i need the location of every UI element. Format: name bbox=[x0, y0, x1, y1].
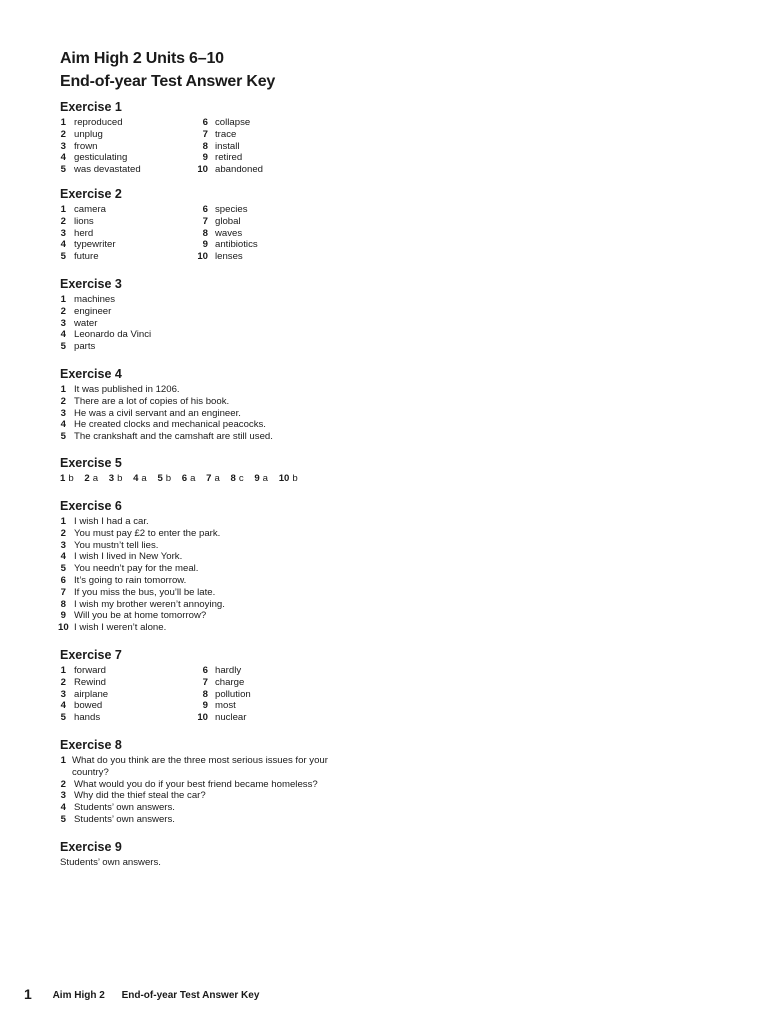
answer-item bbox=[194, 239, 258, 251]
item-answer: There are a lot of copies of his book. bbox=[74, 395, 230, 407]
item-number: 6 bbox=[202, 665, 208, 676]
item-number: 1 bbox=[60, 665, 66, 676]
item-number: 8 bbox=[202, 140, 208, 152]
item-number: 7 bbox=[202, 676, 208, 688]
item-answer: typewriter bbox=[74, 239, 116, 251]
item-number: 2 bbox=[60, 128, 66, 140]
item-number: 3 bbox=[60, 407, 66, 419]
page-footer bbox=[24, 986, 259, 1002]
exercise-heading: Exercise 9 bbox=[60, 840, 122, 854]
answer-columns bbox=[60, 117, 360, 177]
item-answer: Will you be at home tomorrow? bbox=[74, 610, 207, 622]
item-answer: You mustn’t tell lies. bbox=[74, 539, 159, 551]
item-answer: Leonardo da Vinci bbox=[74, 329, 152, 341]
answer-item bbox=[60, 215, 94, 228]
item-answer: gesticulating bbox=[74, 152, 128, 164]
answer-pair bbox=[109, 473, 123, 485]
answer-item bbox=[60, 712, 101, 724]
answer-item bbox=[194, 700, 236, 712]
answer-item bbox=[60, 294, 122, 306]
item-answer: a bbox=[262, 473, 269, 484]
item-number: 3 bbox=[60, 317, 66, 329]
answer-columns bbox=[60, 665, 360, 725]
item-number: 10 bbox=[197, 164, 208, 176]
answer-columns bbox=[60, 204, 360, 264]
item-answer: b bbox=[165, 473, 172, 484]
answer-item bbox=[60, 598, 225, 611]
answer-text: Students’ own answers. bbox=[60, 857, 161, 868]
answer-pair bbox=[84, 473, 98, 485]
answer-item bbox=[60, 790, 350, 802]
answer-item bbox=[60, 152, 128, 164]
exercise-heading: Exercise 6 bbox=[60, 499, 122, 513]
item-answer: was devastated bbox=[74, 164, 141, 176]
page-title: Aim High 2 Units 6–10 bbox=[60, 50, 224, 67]
answer-item bbox=[194, 204, 248, 216]
item-number: 3 bbox=[60, 790, 66, 802]
footer-book-title: Aim High 2 bbox=[52, 990, 105, 1001]
answer-item bbox=[58, 622, 167, 634]
item-answer: It’s going to rain tomorrow. bbox=[74, 574, 187, 586]
item-number: 4 bbox=[60, 329, 66, 341]
exercise-4 bbox=[60, 367, 273, 443]
item-number: 6 bbox=[202, 204, 208, 215]
answer-pair bbox=[133, 473, 147, 485]
item-number: 3 bbox=[108, 473, 115, 484]
answer-item bbox=[60, 539, 159, 552]
item-answer: nuclear bbox=[215, 712, 247, 724]
exercise-8 bbox=[60, 738, 350, 826]
item-answer: I wish I had a car. bbox=[74, 516, 149, 527]
item-number: 7 bbox=[60, 586, 66, 598]
answer-item bbox=[60, 407, 241, 420]
item-answer: You needn’t pay for the meal. bbox=[74, 563, 199, 575]
item-number: 2 bbox=[84, 473, 90, 484]
item-answer: lions bbox=[74, 215, 94, 227]
item-answer: abandoned bbox=[215, 164, 264, 176]
item-answer: Why did the thief steal the car? bbox=[74, 790, 206, 802]
answer-item bbox=[60, 306, 122, 318]
item-answer: species bbox=[215, 204, 248, 215]
exercise-2 bbox=[60, 187, 360, 264]
answer-item bbox=[194, 140, 240, 153]
item-answer: parts bbox=[74, 341, 96, 353]
item-answer: camera bbox=[74, 204, 106, 215]
answer-item bbox=[60, 551, 183, 563]
item-answer: I wish I weren’t alone. bbox=[74, 622, 167, 634]
item-number: 1 bbox=[60, 755, 66, 766]
answer-item bbox=[60, 204, 106, 216]
item-answer: b bbox=[117, 473, 123, 484]
answer-item bbox=[60, 527, 221, 540]
answer-item bbox=[60, 755, 350, 779]
item-number: 1 bbox=[60, 117, 66, 128]
item-number: 4 bbox=[60, 700, 66, 712]
answer-column-right bbox=[194, 117, 264, 176]
answer-item bbox=[60, 419, 266, 431]
answer-item bbox=[194, 688, 251, 701]
item-answer: charge bbox=[215, 676, 245, 688]
item-answer: b bbox=[68, 473, 74, 484]
item-answer: c bbox=[238, 473, 244, 484]
item-answer: Rewind bbox=[74, 676, 106, 688]
answer-pair bbox=[254, 473, 268, 485]
item-number: 5 bbox=[60, 164, 66, 176]
answer-item bbox=[60, 563, 199, 575]
answer-item bbox=[60, 227, 94, 240]
item-answer: hardly bbox=[215, 665, 242, 676]
item-answer: reproduced bbox=[74, 117, 123, 128]
answer-item bbox=[60, 318, 122, 330]
answer-item bbox=[60, 676, 106, 689]
answer-item bbox=[60, 665, 106, 677]
answer-column-left bbox=[60, 665, 109, 724]
item-answer: Students’ own answers. bbox=[74, 813, 175, 825]
item-answer: It was published in 1206. bbox=[74, 384, 180, 395]
item-answer: waves bbox=[215, 227, 243, 239]
answer-item bbox=[60, 395, 230, 408]
item-number: 2 bbox=[60, 778, 66, 790]
item-answer: b bbox=[292, 473, 298, 484]
item-number: 9 bbox=[202, 239, 208, 251]
item-number: 8 bbox=[230, 473, 236, 484]
item-number: 4 bbox=[60, 551, 66, 563]
item-number: 1 bbox=[60, 516, 66, 527]
answer-column-left bbox=[60, 204, 116, 263]
answer-item bbox=[194, 152, 243, 164]
item-number: 1 bbox=[60, 294, 66, 305]
item-answer: If you miss the bus, you’ll be late. bbox=[74, 586, 216, 598]
item-number: 9 bbox=[202, 700, 208, 712]
exercise-5 bbox=[60, 456, 306, 485]
item-number: 10 bbox=[197, 712, 208, 724]
item-answer: a bbox=[214, 473, 220, 484]
exercise-heading: Exercise 4 bbox=[60, 367, 122, 381]
answer-item bbox=[194, 215, 241, 228]
item-number: 5 bbox=[60, 431, 66, 443]
item-number: 2 bbox=[60, 215, 66, 227]
answer-item bbox=[194, 676, 245, 689]
item-number: 5 bbox=[60, 563, 66, 575]
item-number: 3 bbox=[60, 688, 66, 700]
item-number: 2 bbox=[60, 395, 66, 407]
item-number: 6 bbox=[202, 117, 208, 128]
item-answer: What would you do if your best friend became homeless? bbox=[74, 778, 318, 790]
item-number: 1 bbox=[60, 204, 66, 215]
item-answer: retired bbox=[215, 152, 243, 164]
answer-item bbox=[60, 516, 149, 528]
item-number: 7 bbox=[202, 215, 208, 227]
item-answer: machines bbox=[74, 294, 116, 305]
item-number: 2 bbox=[60, 527, 66, 539]
item-number: 5 bbox=[60, 712, 66, 724]
item-answer: a bbox=[141, 473, 147, 484]
item-number: 5 bbox=[157, 473, 163, 484]
item-number: 5 bbox=[60, 813, 66, 825]
answer-item bbox=[60, 329, 152, 341]
page-subtitle: End-of-year Test Answer Key bbox=[60, 73, 276, 90]
answer-item bbox=[194, 227, 243, 240]
item-number: 10 bbox=[58, 622, 69, 634]
answer-item bbox=[194, 251, 243, 263]
item-number: 1 bbox=[60, 384, 66, 395]
item-number: 7 bbox=[206, 473, 212, 484]
answer-column-left bbox=[60, 117, 141, 176]
answer-item bbox=[194, 117, 251, 129]
answer-column-right bbox=[194, 665, 251, 724]
item-number: 2 bbox=[60, 676, 66, 688]
item-number: 5 bbox=[60, 341, 66, 353]
footer-document-title: End-of-year Test Answer Key bbox=[121, 990, 260, 1001]
item-answer: airplane bbox=[74, 688, 109, 700]
item-number: 4 bbox=[133, 473, 139, 484]
item-number: 3 bbox=[60, 140, 66, 152]
item-number: 5 bbox=[60, 251, 66, 263]
item-answer: engineer bbox=[74, 305, 112, 317]
exercise-heading: Exercise 2 bbox=[60, 187, 122, 201]
item-answer: Students’ own answers. bbox=[74, 802, 175, 814]
item-answer: He created clocks and mechanical peacocks. bbox=[74, 419, 266, 431]
exercise-3 bbox=[60, 277, 152, 353]
answer-pair bbox=[206, 473, 220, 485]
answer-column-right bbox=[194, 204, 258, 263]
item-number: 8 bbox=[60, 598, 66, 610]
item-number: 9 bbox=[202, 152, 208, 164]
item-answer: install bbox=[215, 140, 240, 152]
item-number: 6 bbox=[60, 574, 66, 586]
item-answer: a bbox=[190, 473, 196, 484]
item-answer: a bbox=[92, 473, 99, 484]
answer-item bbox=[60, 431, 273, 443]
item-number: 3 bbox=[60, 227, 66, 239]
item-answer: water bbox=[74, 317, 98, 329]
item-number: 7 bbox=[202, 128, 208, 140]
answer-row bbox=[60, 473, 306, 485]
answer-item bbox=[60, 700, 103, 712]
answer-pair bbox=[231, 473, 244, 485]
item-number: 4 bbox=[60, 152, 66, 164]
item-answer: The crankshaft and the camshaft are still used. bbox=[74, 431, 273, 443]
item-answer: global bbox=[215, 215, 241, 227]
item-number: 10 bbox=[197, 251, 208, 263]
item-answer: most bbox=[215, 700, 236, 712]
answer-item bbox=[60, 128, 103, 141]
exercise-1 bbox=[60, 100, 360, 177]
item-number: 4 bbox=[60, 802, 66, 814]
answer-item bbox=[60, 140, 98, 153]
item-answer: You must pay £2 to enter the park. bbox=[74, 527, 221, 539]
item-number: 4 bbox=[60, 419, 66, 431]
exercise-7 bbox=[60, 648, 360, 725]
answer-item bbox=[60, 341, 122, 353]
item-answer: unplug bbox=[74, 128, 103, 140]
answer-pair bbox=[182, 473, 196, 485]
item-number: 4 bbox=[60, 239, 66, 251]
answer-item bbox=[194, 164, 264, 176]
item-answer: lenses bbox=[215, 251, 243, 263]
item-answer: I wish my brother weren’t annoying. bbox=[74, 598, 225, 610]
title-block bbox=[60, 47, 275, 93]
answer-pair bbox=[157, 473, 171, 485]
answer-pair bbox=[279, 473, 298, 485]
exercise-heading: Exercise 8 bbox=[60, 738, 122, 752]
item-answer: herd bbox=[74, 227, 94, 239]
item-answer: pollution bbox=[215, 688, 251, 700]
answer-item bbox=[60, 779, 350, 791]
exercise-6 bbox=[58, 499, 225, 634]
item-answer: hands bbox=[74, 712, 101, 724]
item-answer: bowed bbox=[74, 700, 103, 712]
answer-item bbox=[60, 688, 109, 701]
item-answer: collapse bbox=[215, 117, 251, 128]
exercise-heading: Exercise 7 bbox=[60, 648, 122, 662]
answer-item bbox=[60, 814, 350, 826]
answer-item bbox=[60, 251, 99, 263]
answer-item bbox=[194, 712, 247, 724]
item-number: 9 bbox=[60, 610, 66, 622]
item-answer: What do you think are the three most serious issues for your country? bbox=[72, 755, 328, 778]
item-number: 9 bbox=[254, 473, 260, 484]
item-number: 1 bbox=[60, 473, 66, 484]
item-number: 8 bbox=[202, 688, 208, 700]
item-number: 3 bbox=[60, 539, 66, 551]
answer-pair bbox=[60, 473, 74, 485]
answer-item bbox=[60, 239, 116, 251]
answer-item bbox=[194, 665, 242, 677]
answer-item bbox=[60, 164, 141, 176]
item-answer: frown bbox=[74, 140, 98, 152]
item-answer: trace bbox=[215, 128, 237, 140]
item-number: 10 bbox=[278, 473, 290, 484]
answer-item bbox=[60, 802, 350, 814]
item-answer: He was a civil servant and an engineer. bbox=[74, 407, 241, 419]
answer-item bbox=[60, 384, 180, 396]
page-number: 1 bbox=[24, 986, 32, 1002]
item-answer: forward bbox=[74, 665, 106, 676]
item-number: 6 bbox=[181, 473, 188, 484]
item-answer: I wish I lived in New York. bbox=[74, 551, 183, 563]
item-number: 8 bbox=[202, 227, 208, 239]
item-answer: future bbox=[74, 251, 99, 263]
answer-item bbox=[60, 574, 187, 587]
exercise-heading: Exercise 1 bbox=[60, 100, 122, 114]
exercise-heading: Exercise 3 bbox=[60, 277, 122, 291]
answer-item bbox=[60, 586, 216, 599]
answer-item bbox=[60, 117, 123, 129]
answer-item bbox=[194, 128, 237, 141]
exercise-9 bbox=[60, 840, 161, 869]
item-number: 2 bbox=[60, 305, 66, 317]
item-answer: antibiotics bbox=[215, 239, 258, 251]
answer-item bbox=[60, 610, 207, 622]
exercise-heading: Exercise 5 bbox=[60, 456, 122, 470]
